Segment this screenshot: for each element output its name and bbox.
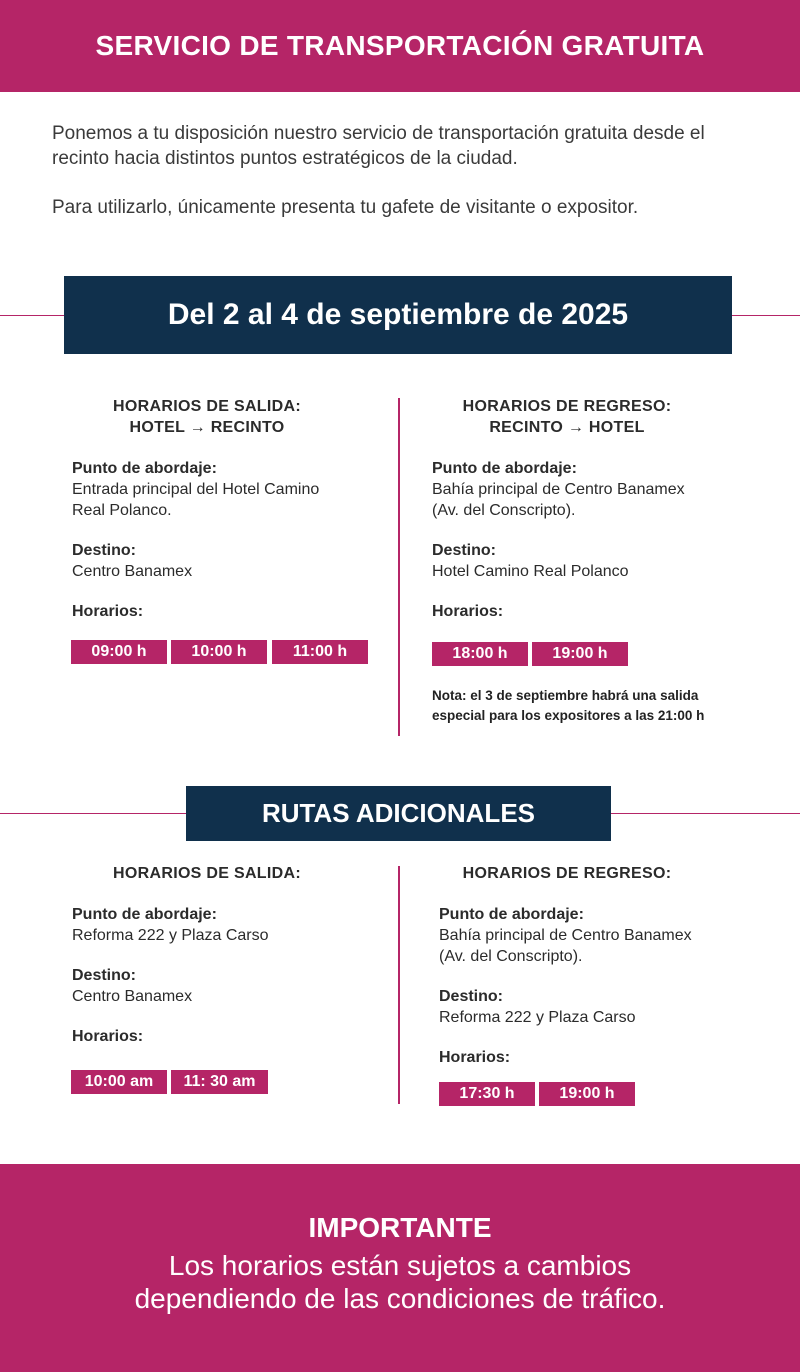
column-divider — [398, 398, 400, 736]
boarding-label: Punto de abordaje: — [439, 906, 584, 923]
time-badge: 18:00 h — [432, 642, 528, 666]
destination-value: Reforma 222 y Plaza Carso — [439, 1009, 636, 1026]
notice-text — [0, 1249, 800, 1315]
intro-paragraph-2: Para utilizarlo, únicamente presenta tu gafete de visitante o expositor. — [52, 197, 639, 218]
departure-title: HORARIOS DE SALIDA: — [113, 865, 301, 882]
departure-schedule — [72, 396, 342, 622]
special-note: Nota: el 3 de septiembre habrá una salida especial para los expositores a las 21:00 h — [432, 688, 705, 723]
time-badge: 11:00 h — [272, 640, 368, 664]
time-badge: 10:00 am — [71, 1070, 167, 1094]
page-title: SERVICIO DE TRANSPORTACIÓN GRATUITA — [0, 0, 800, 92]
notice-line1: Los horarios están sujetos a cambios — [168, 1250, 632, 1281]
return-title — [422, 396, 712, 438]
intro-paragraph-1: Ponemos a tu disposición nuestro servicio de transportación gratuita desde el recinto hacia distintos puntos estratégicos de la ciudad. — [52, 123, 705, 169]
times-label: Horarios: — [439, 1049, 511, 1066]
time-badge: 09:00 h — [71, 640, 167, 664]
boarding-value: Entrada principal del Hotel Camino Real Polanco. — [72, 481, 320, 519]
destination-value: Centro Banamex — [72, 563, 193, 580]
boarding-label: Punto de abordaje: — [72, 460, 217, 477]
return-title-line1: HORARIOS DE REGRESO: — [462, 398, 672, 415]
time-badge: 19:00 h — [539, 1082, 635, 1106]
departure-title-line2: HOTEL → RECINTO — [129, 419, 285, 436]
time-badge: 17:30 h — [439, 1082, 535, 1106]
time-badge: 11: 30 am — [171, 1070, 268, 1094]
destination-label: Destino: — [432, 542, 496, 559]
important-notice — [0, 1164, 800, 1372]
time-badge: 19:00 h — [532, 642, 628, 666]
departure-title — [68, 396, 346, 438]
boarding-label: Punto de abordaje: — [72, 906, 217, 923]
destination-value: Centro Banamex — [72, 988, 193, 1005]
column-divider — [398, 866, 400, 1104]
destination-label: Destino: — [72, 967, 136, 984]
intro-text — [52, 121, 762, 220]
return-title-line2: RECINTO → HOTEL — [489, 419, 645, 436]
times-label: Horarios: — [72, 603, 144, 620]
notice-title: IMPORTANTE — [308, 1212, 492, 1243]
destination-label: Destino: — [439, 988, 503, 1005]
destination-label: Destino: — [72, 542, 136, 559]
times-label: Horarios: — [432, 603, 504, 620]
boarding-label: Punto de abordaje: — [432, 460, 577, 477]
boarding-value: Bahía principal de Centro Banamex (Av. del Conscripto). — [432, 481, 685, 519]
return-schedule — [432, 396, 722, 622]
additional-return-schedule — [439, 863, 724, 1068]
departure-title-line1: HORARIOS DE SALIDA: — [113, 398, 301, 415]
additional-routes-banner: RUTAS ADICIONALES — [186, 786, 611, 841]
destination-value: Hotel Camino Real Polanco — [432, 563, 629, 580]
time-badge: 10:00 h — [171, 640, 267, 664]
date-banner: Del 2 al 4 de septiembre de 2025 — [64, 276, 732, 354]
boarding-value: Reforma 222 y Plaza Carso — [72, 927, 269, 944]
additional-departure-schedule — [72, 863, 342, 1047]
times-label: Horarios: — [72, 1028, 144, 1045]
notice-line2: dependiendo de las condiciones de tráfico. — [134, 1283, 666, 1314]
return-title: HORARIOS DE REGRESO: — [462, 865, 672, 882]
boarding-value: Bahía principal de Centro Banamex (Av. del Conscripto). — [439, 927, 692, 965]
